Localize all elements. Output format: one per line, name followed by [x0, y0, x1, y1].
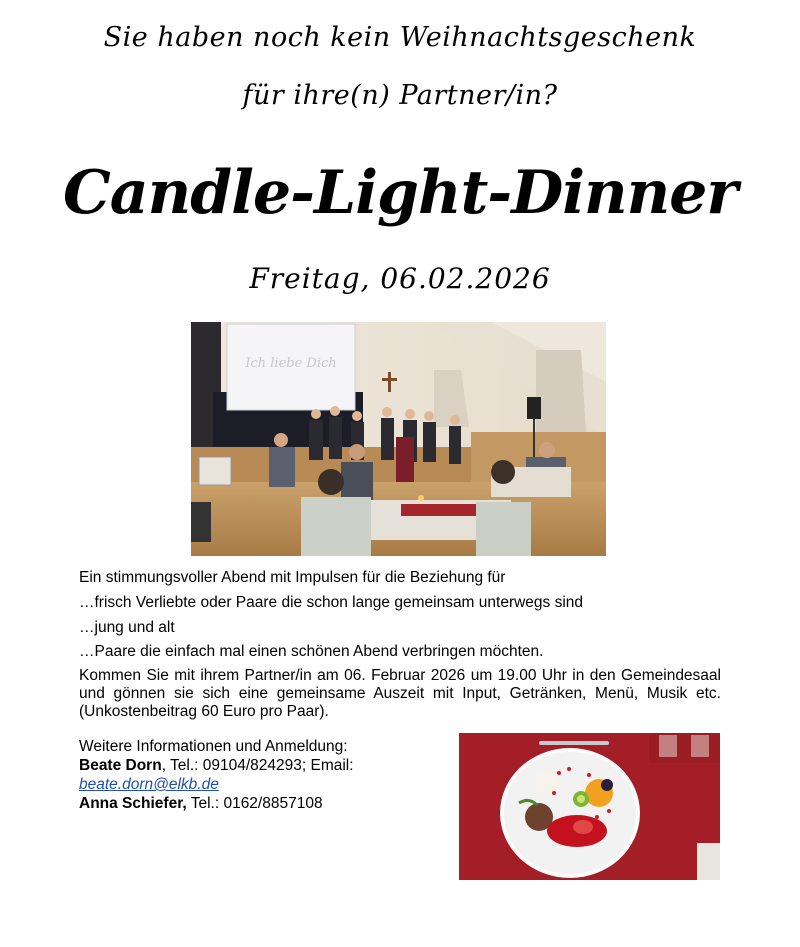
- contact-phone-2: Tel.: 0162/8857108: [186, 795, 323, 812]
- contact-block: [79, 737, 449, 813]
- contact-name-2: Anna Schiefer,: [79, 795, 187, 812]
- contact-phone-1: , Tel.: 09104/824293; Email:: [161, 757, 354, 774]
- dessert-photo: [459, 733, 720, 880]
- page-title: Candle-Light-Dinner: [62, 158, 738, 228]
- audience-item: …frisch Verliebte oder Paare die schon lange gemeinsam unterwegs sind: [79, 594, 584, 611]
- email-link[interactable]: beate.dorn@elkb.de: [79, 776, 219, 793]
- contact-heading: Weitere Informationen und Anmeldung:: [79, 738, 348, 755]
- intro-text: Ein stimmungsvoller Abend mit Impulsen für die Beziehung für: [79, 569, 506, 586]
- tagline-line-1: Sie haben noch kein Weihnachtsgeschenk: [103, 22, 697, 53]
- tagline-line-2: für ihre(n) Partner/in?: [242, 80, 558, 111]
- projection-text: Ich liebe Dich: [245, 356, 337, 371]
- event-description: Kommen Sie mit ihrem Partner/in am 06. Februar 2026 um 19.00 Uhr in den Gemeindesaal und gönnen sie sich eine gemeinsame Auszeit mit Input, Getränken, Menü, Musik etc. (Unkostenbeitrag 60 Euro pro Paar).: [79, 667, 721, 720]
- audience-item: …jung und alt: [79, 619, 175, 636]
- audience-item: …Paare die einfach mal einen schönen Abend verbringen möchten.: [79, 643, 544, 660]
- event-date: Freitag, 06.02.2026: [249, 262, 551, 295]
- contact-name-1: Beate Dorn: [79, 757, 162, 774]
- event-photo: [191, 322, 606, 556]
